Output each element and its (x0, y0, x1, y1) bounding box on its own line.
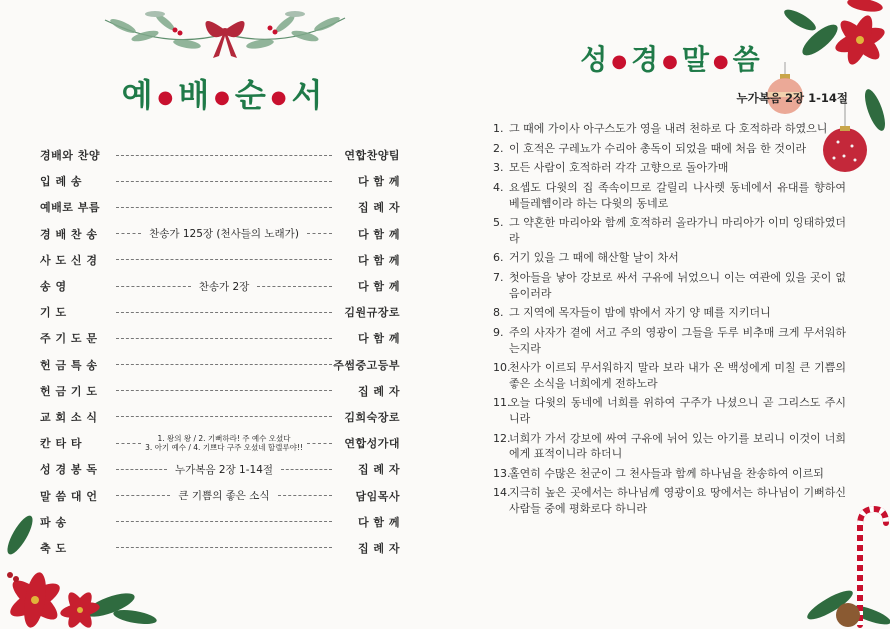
order-row: 입 례 송 다 함 께 (40, 175, 400, 189)
order-row: 성 경 봉 독 누가복음 2장 1-14절 집 례 자 (40, 463, 400, 477)
verse-item: 4. 요셉도 다윗의 집 족속이므로 갈릴리 나사렛 동네에서 유대를 향하여 베들레헴이라 하는 다윗의 동네로 (493, 181, 846, 210)
order-row: 경배와 찬양 연합찬양팀 (40, 149, 400, 163)
verse-item: 9. 주의 사자가 곁에 서고 주의 영광이 그들을 두루 비추매 크게 무서워하는지라 (493, 326, 846, 355)
verse-item: 10. 천사가 이르되 무서워하지 말라 보라 내가 온 백성에게 미칠 큰 기쁨의 좋은 소식을 너희에게 전하노라 (493, 361, 846, 390)
order-title: 예 ● 배 ● 순 ● 서 (121, 76, 324, 114)
order-row: 경 배 찬 송 찬송가 125장 (천사들의 노래가) 다 함 께 (40, 227, 400, 241)
holly-garland-decoration (95, 0, 355, 62)
scripture-title: 성 ● 경 ● 말 ● 씀 (580, 43, 760, 76)
verse-item: 8. 그 지역에 목자들이 밤에 밖에서 자기 양 떼를 지키더니 (493, 306, 771, 320)
order-row: 주 기 도 문 다 함 께 (40, 332, 400, 346)
verse-item: 13. 홀연히 수많은 천군이 그 천사들과 함께 하나님을 찬송하여 이르되 (493, 466, 824, 480)
order-row: 기 도 김원규장로 (40, 306, 400, 320)
order-row: 예배로 부름 집 례 자 (40, 201, 400, 215)
order-row: 교 회 소 식 김희숙장로 (40, 410, 400, 424)
verse-list (493, 121, 846, 521)
order-row: 헌 금 기 도 집 례 자 (40, 384, 400, 398)
verse-item: 1. 그 때에 가이사 아구스도가 영을 내려 천하로 다 호적하라 하였으니 (493, 122, 828, 135)
order-row: 축 도 집 례 자 (40, 541, 400, 555)
verse-item: 14. 지극히 높은 곳에서는 하나님께 영광이요 땅에서는 하나님이 기뻐하신 사람들 중에 평화로다 하니라 (493, 486, 846, 515)
poinsettia-decoration (0, 505, 160, 629)
verse-item: 3. 모든 사람이 호적하러 각각 고향으로 돌아가매 (493, 161, 729, 175)
order-row: 사 도 신 경 다 함 께 (40, 253, 400, 267)
verse-item: 5. 그 약혼한 마리아와 함께 호적하러 올라가니 마리아가 이미 잉태하였더라 (493, 216, 846, 245)
order-row: 파 송 다 함 께 (40, 515, 400, 529)
order-list (40, 142, 400, 561)
scripture-page (445, 0, 890, 629)
verse-item: 7. 첫아들을 낳아 강보로 싸서 구유에 뉘었으니 이는 여관에 있을 곳이 없음이러라 (493, 271, 846, 300)
verse-item: 2. 이 호적은 구레뇨가 수리아 총독이 되었을 때에 처음 한 것이라 (493, 141, 807, 155)
verse-item: 6. 거기 있을 그 때에 해산할 날이 차서 (493, 251, 679, 265)
candy-cane-decoration (790, 495, 890, 629)
order-row: 헌 금 특 송 주썸중고등부 (40, 358, 400, 372)
verse-item: 11. 오늘 다윗의 동네에 너희를 위하여 구주가 나셨으니 곧 그리스도 주시니라 (493, 396, 846, 425)
order-row: 말 씀 대 언 큰 기쁨의 좋은 소식 담임목사 (40, 489, 400, 503)
order-row: 송 영 찬송가 2장 다 함 께 (40, 280, 400, 294)
order-row: 칸 타 타 1. 왕의 왕 / 2. 기뻐하라! 주 예수 오셨다 3. 아기 예수 / 4. 기쁘다 구주 오셨네 할렐루야!! 연합성가대 (40, 434, 400, 453)
scripture-reference: 누가복음 2장 1-14절 (736, 91, 848, 105)
verse-item: 12. 너희가 가서 강보에 싸여 구유에 뉘어 있는 아기를 보리니 이것이 너희에게 표적이니라 하더니 (493, 431, 846, 461)
